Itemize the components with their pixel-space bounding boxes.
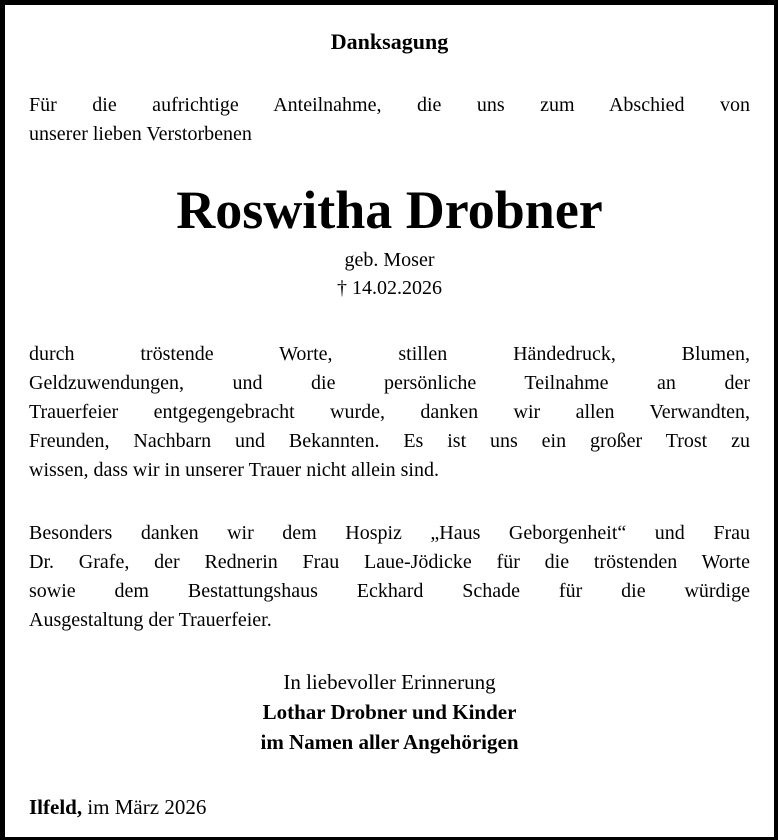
footer-date: im März 2026 — [87, 795, 207, 819]
signature-remembrance: In liebevoller Erinnerung — [283, 670, 496, 694]
footer-place: Ilfeld, — [29, 795, 83, 819]
signature-family: Lothar Drobner und Kinder — [262, 700, 517, 724]
special-thanks-line: sowie dem Bestattungshaus Eckhard Schade für die würdige — [29, 580, 750, 602]
special-thanks-paragraph — [29, 519, 750, 635]
special-thanks-line: Besonders danken wir dem Hospiz „Haus Geborgenheit“ und Frau — [29, 522, 750, 544]
signature-relatives: im Namen aller Angehörigen — [260, 730, 519, 754]
intro-line: Für die aufrichtige Anteilnahme, die uns zum Abschied von — [29, 94, 750, 116]
special-thanks-line: Ausgestaltung der Trauerfeier. — [29, 609, 272, 631]
deceased-death-date: † 14.02.2026 — [337, 277, 442, 299]
thanks-line: Trauerfeier entgegengebracht wurde, danken wir allen Verwandten, — [29, 401, 750, 423]
signature-block — [29, 667, 750, 757]
thanks-paragraph — [29, 340, 750, 485]
deceased-birth-name: geb. Moser — [344, 249, 435, 271]
thanks-line: Geldzuwendungen, und die persönliche Teilnahme an der — [29, 372, 750, 394]
deceased-name: Roswitha Drobner — [176, 180, 603, 240]
notice-title: Danksagung — [330, 29, 449, 54]
thanks-line: Freunden, Nachbarn und Bekannten. Es ist uns ein großer Trost zu — [29, 430, 750, 452]
footer-line — [29, 793, 750, 822]
thanks-line: durch tröstende Worte, stillen Händedruck, Blumen, — [29, 343, 750, 365]
thanks-line: wissen, dass wir in unserer Trauer nicht allein sind. — [29, 459, 439, 481]
intro-paragraph — [29, 91, 750, 149]
special-thanks-line: Dr. Grafe, der Rednerin Frau Laue-Jödicke für die tröstenden Worte — [29, 551, 750, 573]
intro-line: unserer lieben Verstorbenen — [29, 123, 252, 145]
